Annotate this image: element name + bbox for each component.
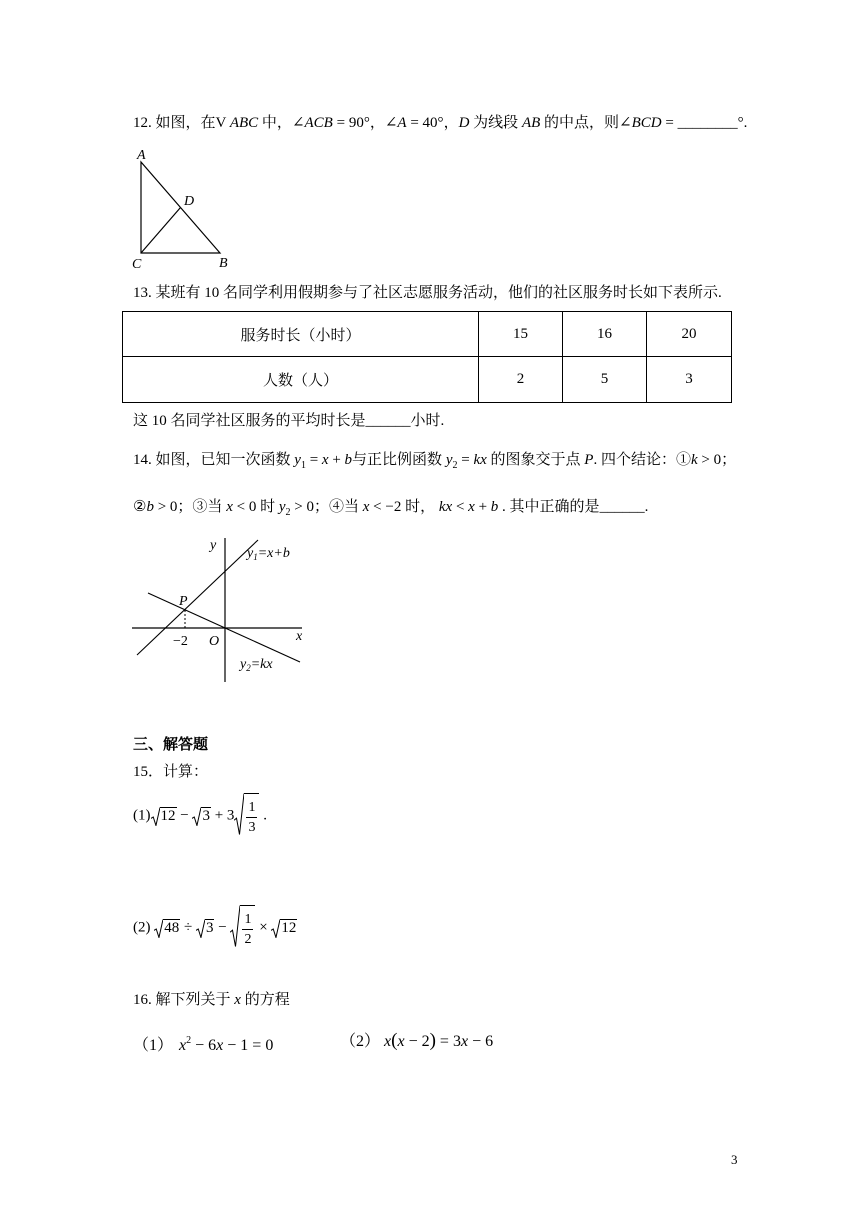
line-y1-label	[245, 546, 290, 562]
var-x: x	[384, 1033, 392, 1050]
q14-end: .	[644, 499, 649, 515]
conclusion-3-marker: ；③当	[177, 499, 227, 515]
triangle-name: ABC	[229, 115, 259, 131]
less-than-minus-two: < −2	[369, 499, 402, 515]
conclusion-2-marker: ②	[133, 499, 147, 515]
radical-sign	[271, 919, 280, 938]
table-row-label: 人数（人）	[123, 357, 479, 403]
greater-than-zero: > 0	[697, 452, 722, 468]
semicolon: ；	[721, 452, 737, 468]
radical-sign	[234, 793, 244, 835]
denominator: 2	[244, 932, 252, 948]
plus: +	[328, 452, 345, 468]
subscript-1: 1	[300, 460, 306, 471]
q16-part-1	[133, 1031, 273, 1056]
q15-part-2	[133, 905, 297, 951]
numerator: 1	[242, 910, 253, 930]
angle-a-name: A	[397, 115, 407, 131]
segment-ab: AB	[521, 115, 541, 131]
fraction	[246, 798, 257, 837]
left-paren: (	[391, 1030, 398, 1051]
point-d: D	[458, 115, 470, 131]
radical-sign	[230, 905, 240, 947]
line-y1	[137, 540, 258, 655]
var-kx: kx	[473, 452, 487, 468]
q12-text-zhong: 中，	[258, 115, 292, 131]
fraction	[242, 910, 253, 949]
tick-label-minus-2: −2	[173, 634, 188, 649]
q14-text-proportional: 与正比例函数	[352, 452, 446, 468]
line-y2-label-y: y	[240, 657, 247, 672]
angle-a-value: = 40°	[406, 115, 444, 131]
section-title: 三、解答题	[133, 737, 209, 753]
point-p: P	[584, 452, 594, 468]
period: .	[259, 807, 267, 824]
var-y: y	[294, 452, 301, 468]
question-15	[133, 762, 208, 782]
q14-text-when: 时，	[401, 499, 439, 515]
angle-acb-value: = 90°	[332, 115, 370, 131]
minus-six: − 6	[468, 1033, 494, 1050]
var-kx: kx	[438, 499, 453, 515]
numerator: 1	[246, 798, 257, 818]
equals: =	[305, 452, 322, 468]
q12-intro-text: 如图，在	[151, 115, 216, 131]
table-cell: 2	[479, 357, 563, 403]
line-y2-label-sub: 2	[246, 663, 251, 673]
var-b: b	[344, 452, 353, 468]
denominator: 3	[248, 820, 256, 836]
var-b: b	[146, 499, 154, 515]
q14-text-conclusions: . 四个结论：①	[593, 452, 691, 468]
divide: ÷	[180, 919, 196, 936]
q13-unit: 小时.	[410, 413, 445, 429]
question-13	[133, 283, 722, 303]
var-k: k	[690, 452, 698, 468]
table-cell: 5	[563, 357, 647, 403]
var-x: x	[321, 452, 329, 468]
var-x: x	[216, 1037, 224, 1054]
answer-blank: ______	[365, 413, 411, 429]
part-label: （1）	[133, 1037, 174, 1054]
q12-comma: ，	[443, 115, 459, 131]
minus-two: − 2	[404, 1033, 430, 1050]
table-cell: 16	[563, 312, 647, 357]
sqrt-3	[192, 807, 211, 826]
conclusion-4-marker: ；④当	[313, 499, 363, 515]
equals-three: = 3	[435, 1033, 461, 1050]
y-axis-label: y	[210, 538, 217, 553]
triangle-figure	[128, 145, 238, 273]
q16-number: 16.	[133, 992, 152, 1008]
triangle-symbol: V	[215, 115, 230, 131]
radicand: 48	[164, 919, 180, 936]
less-than-zero: < 0	[232, 499, 257, 515]
angle-bcd-name: BCD	[631, 115, 662, 131]
radical-sign	[196, 919, 205, 938]
var-x: x	[397, 1033, 405, 1050]
greater-than-zero: > 0	[153, 499, 178, 515]
exponent-2: 2	[186, 1035, 192, 1046]
right-paren: )	[429, 1030, 436, 1051]
sqrt-12	[151, 807, 177, 826]
q15-part-1	[133, 793, 267, 839]
greater-than-zero: > 0	[290, 499, 314, 515]
radical-sign	[154, 919, 163, 938]
line-y1-label-sub: 1	[253, 552, 258, 562]
angle-symbol: ∠	[291, 115, 305, 131]
part-label: （2）	[340, 1033, 381, 1050]
var-b: b	[490, 499, 499, 515]
q12-comma: ，	[369, 115, 385, 131]
var-x: x	[226, 499, 233, 515]
vertex-label-b: B	[219, 256, 228, 271]
plus: +	[474, 499, 491, 515]
equals: =	[457, 452, 474, 468]
table-row-label: 服务时长（小时）	[123, 312, 479, 357]
line-y1-label-y: y	[247, 546, 254, 561]
section-heading	[133, 735, 208, 755]
vertex-label-a: A	[137, 148, 146, 163]
table-cell: 3	[647, 357, 732, 403]
q14-text-correct: . 其中正确的是	[498, 499, 600, 515]
radicand	[244, 793, 259, 839]
q15-number: 15．计算：	[133, 764, 209, 780]
segment-cd	[141, 208, 181, 254]
subscript-2: 2	[452, 460, 458, 471]
table-row	[123, 357, 732, 403]
origin-label: O	[209, 634, 220, 649]
question-14-conclusions	[133, 497, 648, 523]
page-number	[731, 1150, 738, 1170]
q13-number: 13.	[133, 285, 152, 301]
radical-sign	[192, 807, 201, 826]
table-row	[123, 312, 732, 357]
q13-follow-text: 这 10 名同学社区服务的平均时长是	[133, 413, 366, 429]
q16-part-2	[340, 1031, 493, 1052]
answer-blank: ________	[677, 115, 738, 131]
q12-text-segment: 为线段	[469, 115, 522, 131]
radicand: 3	[202, 807, 210, 824]
q13-text: 某班有 10 名同学利用假期参与了社区志愿服务活动，他们的社区服务时长如下表所示.	[151, 285, 722, 301]
radicand: 3	[205, 919, 214, 936]
minus: −	[176, 807, 193, 824]
x-axis-label: x	[296, 629, 303, 644]
function-graph	[128, 532, 310, 690]
radicand: 12	[281, 919, 297, 936]
q12-degree-end: °.	[737, 115, 748, 131]
line-y2-label-rest: =kx	[250, 657, 273, 672]
var-x: x	[179, 1037, 187, 1054]
question-12	[133, 113, 747, 133]
line-y2-label	[238, 657, 273, 673]
sqrt-one-third	[234, 793, 259, 839]
question-14	[133, 450, 736, 476]
q14-text-when: 时	[256, 499, 279, 515]
question-16	[133, 990, 290, 1010]
service-hours-table	[122, 311, 732, 403]
sqrt-12	[271, 919, 297, 938]
q12-text-midpoint: 的中点，则	[540, 115, 620, 131]
var-x: x	[468, 499, 475, 515]
subscript-2: 2	[285, 507, 291, 518]
vertex-label-c: C	[132, 257, 142, 272]
angle-symbol: ∠	[384, 115, 398, 131]
table-cell: 15	[479, 312, 563, 357]
q16-text-equation: 的方程	[240, 992, 290, 1008]
var-x: x	[234, 992, 241, 1008]
var-x: x	[460, 1033, 469, 1050]
plus-three: + 3	[210, 807, 235, 824]
q12-equals: =	[661, 115, 678, 131]
less-than: <	[452, 499, 469, 515]
answer-blank: ______	[599, 499, 645, 515]
part-label: (2)	[133, 919, 155, 936]
angle-acb-name: ACB	[304, 115, 333, 131]
q14-intro-text: 如图，已知一次函数	[151, 452, 295, 468]
vertex-label-d: D	[184, 194, 195, 209]
sqrt-48	[154, 919, 180, 938]
q12-number: 12.	[133, 115, 152, 131]
page-number-value: 3	[731, 1152, 738, 1167]
table-cell: 20	[647, 312, 732, 357]
q14-text-intersect: 的图象交于点	[486, 452, 585, 468]
sqrt-one-half	[230, 905, 255, 951]
sqrt-3	[196, 919, 215, 938]
var-y: y	[445, 452, 453, 468]
times: ×	[255, 919, 272, 936]
var-x: x	[362, 499, 370, 515]
minus: −	[214, 919, 231, 936]
radical-sign	[151, 807, 160, 826]
minus-six: − 6	[191, 1037, 217, 1054]
radicand	[240, 905, 255, 951]
part-label: (1)	[133, 807, 151, 824]
radicand: 12	[160, 807, 176, 824]
var-y: y	[278, 499, 286, 515]
q14-number: 14.	[133, 452, 152, 468]
point-p-label: P	[179, 594, 188, 609]
q16-text: 解下列关于	[151, 992, 235, 1008]
minus-one-equals-zero: − 1 = 0	[223, 1037, 274, 1054]
line-y1-label-rest: =x+b	[257, 546, 290, 561]
q13-follow-up	[133, 411, 444, 431]
angle-symbol: ∠	[619, 115, 632, 131]
